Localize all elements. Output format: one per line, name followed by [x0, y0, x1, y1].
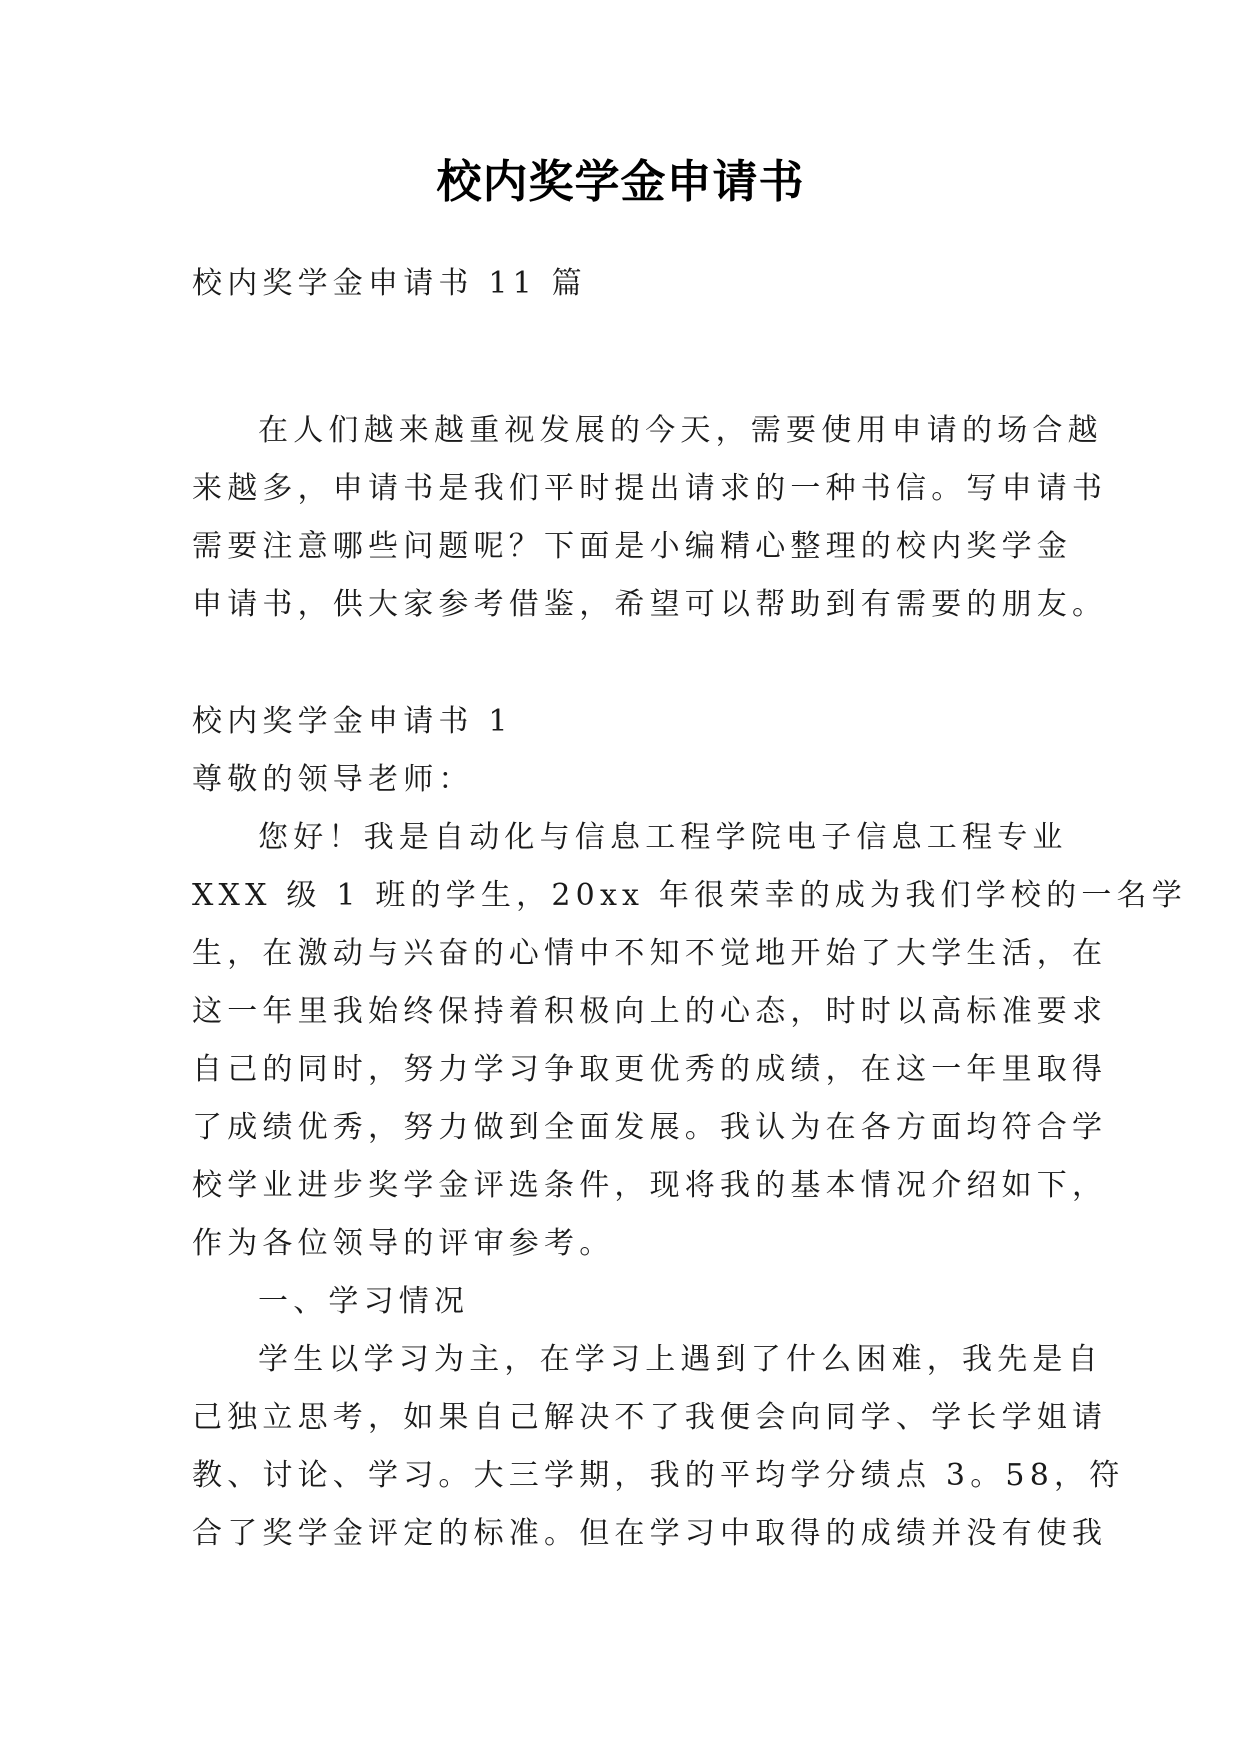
body-line: 作为各位领导的评审参考。: [192, 1226, 615, 1261]
study-line: 学生以学习为主，在学习上遇到了什么困难，我先是自: [258, 1342, 1103, 1377]
body-line: 自己的同时，努力学习争取更优秀的成绩，在这一年里取得: [192, 1052, 1108, 1087]
body-line: XXX 级 1 班的学生，20xx 年很荣幸的成为我们学校的一名学: [192, 878, 1187, 913]
subheading: 一、学习情况: [258, 1284, 470, 1319]
body-line: 生，在激动与兴奋的心情中不知不觉地开始了大学生活，在: [192, 936, 1108, 971]
study-line: 己独立思考，如果自己解决不了我便会向同学、学长学姐请: [192, 1400, 1108, 1435]
body-line: 这一年里我始终保持着积极向上的心态，时时以高标准要求: [192, 994, 1108, 1029]
document-subtitle: 校内奖学金申请书 11 篇: [192, 266, 587, 301]
intro-line: 申请书，供大家参考借鉴，希望可以帮助到有需要的朋友。: [192, 587, 1108, 622]
section-heading: 校内奖学金申请书 1: [192, 704, 513, 739]
salutation: 尊敬的领导老师：: [192, 762, 474, 797]
intro-line: 来越多，申请书是我们平时提出请求的一种书信。写申请书: [192, 471, 1108, 506]
intro-line: 需要注意哪些问题呢？下面是小编精心整理的校内奖学金: [192, 529, 1072, 564]
intro-line: 在人们越来越重视发展的今天，需要使用申请的场合越: [258, 413, 1103, 448]
document-title: 校内奖学金申请书: [436, 155, 805, 208]
body-line: 您好！我是自动化与信息工程学院电子信息工程专业: [258, 820, 1068, 855]
body-line: 了成绩优秀，努力做到全面发展。我认为在各方面均符合学: [192, 1110, 1108, 1145]
body-line: 校学业进步奖学金评选条件，现将我的基本情况介绍如下，: [192, 1168, 1108, 1203]
study-line: 教、讨论、学习。大三学期，我的平均学分绩点 3。58，符: [192, 1458, 1125, 1493]
study-line: 合了奖学金评定的标准。但在学习中取得的成绩并没有使我: [192, 1516, 1108, 1551]
